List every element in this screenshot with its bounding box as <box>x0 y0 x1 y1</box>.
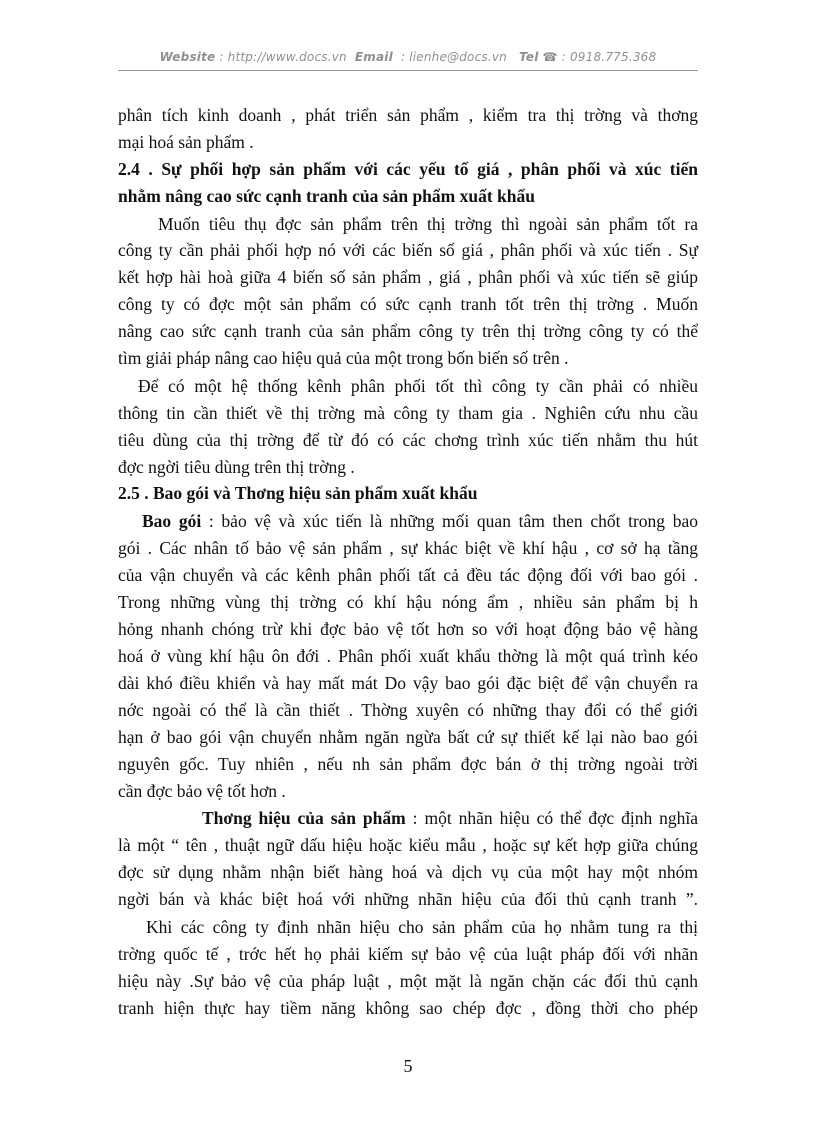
text-line: hạn ở bao gói vận chuyển nhằm ngăn ngừa bất cứ sự thiết kế lại nào bao gói <box>118 727 698 747</box>
text-line: nâng cao sức cạnh tranh của sản phẩm công ty trên thị trờng công ty có thể <box>118 321 698 341</box>
text-line: tranh hiện thực hay tiềm năng không sao chép đợc , đồng thời cho phép <box>118 998 698 1018</box>
text-line: là một “ tên , thuật ngữ dấu hiệu hoặc kiểu mẫu , hoặc sự kết hợp giữa chúng <box>118 835 698 855</box>
text-line: trờng quốc tế , trớc hết họ phải kiếm sự bảo vệ của luật pháp đối với nhãn <box>118 944 698 964</box>
email-value: : lienhe@docs.vn <box>400 50 507 64</box>
text-line: hiệu này .Sự bảo vệ của pháp luật , một mặt là ngăn chặn các đối thủ cạnh <box>118 971 698 991</box>
email-label: Email <box>354 50 393 64</box>
tel-label: Tel <box>519 50 539 64</box>
text-line: đợc sử dụng nhằm nhận biết hàng hoá và dịch vụ của một hay một nhóm <box>118 862 698 882</box>
text-line: Để có một hệ thống kênh phân phối tốt thì công ty cần phải có nhiều <box>138 376 698 396</box>
text-line: thông tin cần thiết về thị trờng mà công ty tham gia . Nghiên cứu nhu cầu <box>118 403 698 423</box>
text-line-content: : một nhãn hiệu có thể đợc định nghĩa <box>412 808 698 828</box>
text-line: gói . Các nhân tố bảo vệ sản phẩm , sự khác biệt về khí hậu , cơ sở hạ tầng <box>118 538 698 558</box>
text-line: Khi các công ty định nhãn hiệu cho sản phẩm của họ nhằm tung ra thị <box>146 917 698 937</box>
text-line: phân tích kinh doanh , phát triển sản phẩm , kiểm tra thị trờng và thơng <box>118 105 698 125</box>
text-line: nớc ngoài có thể là cần thiết . Thờng xuyên có những thay đổi có thể giới <box>118 700 698 720</box>
term-thuong-hieu: Thơng hiệu của sản phẩm <box>202 808 406 828</box>
section-heading: 2.4 . Sự phối hợp sản phẩm với các yếu tố giá , phân phối và xúc tiến <box>118 159 698 179</box>
text-line: công ty cần phải phối hợp nó với các biến số giá , phân phối và xúc tiến . Sự <box>118 240 698 260</box>
text-line: Trong những vùng thị trờng có khí hậu nóng ẩm , nhiều sản phẩm bị h <box>118 592 698 612</box>
page-header <box>118 50 698 64</box>
section-heading: 2.5 . Bao gói và Thơng hiệu sản phẩm xuất khẩu <box>118 483 478 503</box>
text-line: nguyên gốc. Tuy nhiên , nếu nh sản phẩm đợc bán ở thị trờng ngoài trời <box>118 754 698 774</box>
website-label: Website <box>159 50 216 64</box>
text-line: đợc ngời tiêu dùng trên thị trờng . <box>118 457 355 477</box>
text-line <box>202 807 698 829</box>
text-line: cần đợc bảo vệ tốt hơn . <box>118 781 286 801</box>
tel-value: ☎ : 0918.775.368 <box>542 50 657 64</box>
text-line-content: : bảo vệ và xúc tiến là những mối quan tâm then chốt trong bao <box>208 511 698 531</box>
text-line: tìm giải pháp nâng cao hiệu quả của một trong bốn biến số trên . <box>118 348 569 368</box>
text-line: mại hoá sản phẩm . <box>118 132 254 152</box>
section-heading: nhằm nâng cao sức cạnh tranh của sản phẩm xuất khẩu <box>118 186 535 206</box>
text-line: công ty có đợc một sản phẩm có sức cạnh tranh tốt trên thị trờng . Muốn <box>118 294 698 314</box>
text-line: tiêu dùng của thị trờng để từ đó có các chơng trình xúc tiến nhằm thu hút <box>118 430 698 450</box>
text-line: Muốn tiêu thụ đợc sản phẩm trên thị trờng thì ngoài sản phẩm tốt ra <box>158 214 698 234</box>
text-line: dài khó điều khiển và hay mất mát Do vậy bao gói đặc biệt để vận chuyển ra <box>118 673 698 693</box>
text-line: hỏng nhanh chóng trừ khi đợc bảo vệ tốt hơn so với hoạt động bảo vệ hàng <box>118 619 698 639</box>
text-line: ngời bán và khác biệt hoá với những nhãn hiệu của đối thủ cạnh tranh ”. <box>118 889 698 909</box>
text-line: hoá ở vùng khí hậu ôn đới . Phân phối xuất khẩu thờng là một quá trình kéo <box>118 646 698 666</box>
text-line: của vận chuyển và các kênh phân phối tất cả đều tác động đối với bao gói . <box>118 565 698 585</box>
page-number: 5 <box>403 1056 413 1076</box>
text-line: kết hợp hài hoà giữa 4 biến số sản phẩm , giá , phân phối và xúc tiến sẽ giúp <box>118 267 698 287</box>
text-line <box>142 510 698 532</box>
term-bao-goi: Bao gói <box>142 511 202 531</box>
header-divider <box>118 70 698 71</box>
website-value: : http://www.docs.vn <box>219 50 347 64</box>
